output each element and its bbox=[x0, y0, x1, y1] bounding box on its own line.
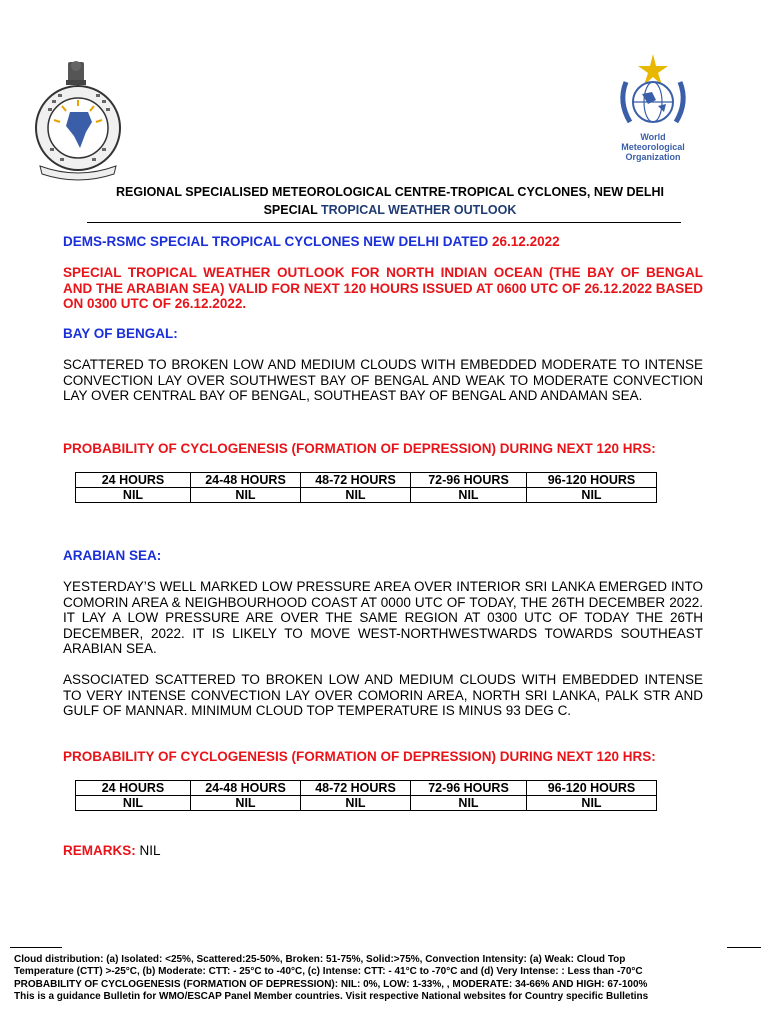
table-row bbox=[76, 796, 657, 811]
header-divider bbox=[87, 222, 681, 223]
wmo-logo bbox=[612, 52, 694, 170]
wmo-emblem-icon bbox=[612, 52, 694, 130]
table-cell: NIL bbox=[191, 796, 301, 811]
arabian-prob-table bbox=[75, 780, 657, 811]
header-subtitle: SPECIAL TROPICAL WEATHER OUTLOOK bbox=[263, 203, 517, 217]
footer-notes: Cloud distribution: (a) Isolated: <25%, Scattered:25-50%, Broken: 51-75%, Solid:>75%, Convection Intensity: (a) Weak: Cloud Top Temperature (CTT) >-25°C, (b) Moderate: CTT: - 25°C to -40°C, (c) Intense: CTT: - 41°C to -70°C and (d) Very Intense: : Less than -70°C PROBABILITY OF CYCLOGENESIS (FORMATION OF DEPRESSION): NIL: 0%, LOW: 1-33%, , MODERATE: 34-66% AND HIGH: 67-100% This is a guidance Bulletin for WMO/ESCAP Panel Member countries. Visit respective National websites for Country specific Bulletins bbox=[14, 954, 649, 1003]
table-header-cell: 96-120 HOURS bbox=[527, 781, 657, 796]
remarks: REMARKS: NIL bbox=[63, 843, 161, 858]
bay-prob-heading: PROBABILITY OF CYCLOGENESIS (FORMATION OF DEPRESSION) DURING NEXT 120 HRS: bbox=[63, 441, 656, 456]
header-title: REGIONAL SPECIALISED METEOROLOGICAL CENTRE-TROPICAL CYCLONES, NEW DELHI bbox=[116, 185, 664, 199]
table-header-cell: 72-96 HOURS bbox=[411, 473, 527, 488]
table-header-cell: 48-72 HOURS bbox=[301, 473, 411, 488]
bay-heading: BAY OF BENGAL: bbox=[63, 326, 178, 341]
dems-line: DEMS-RSMC SPECIAL TROPICAL CYCLONES NEW DELHI DATED 26.12.2022 bbox=[63, 234, 560, 249]
table-cell: NIL bbox=[301, 488, 411, 503]
table-cell: NIL bbox=[527, 796, 657, 811]
arabian-text-2: ASSOCIATED SCATTERED TO BROKEN LOW AND MEDIUM CLOUDS WITH EMBEDDED INTENSE TO VERY INTENSE CONVECTION LAY OVER COMORIN AREA, NORTH SRI LANKA, PALK STR AND GULF OF MANNAR. MINIMUM CLOUD TOP TEMPERATURE IS MINUS 93 DEG C. bbox=[63, 672, 703, 718]
imd-logo bbox=[30, 56, 126, 184]
table-header-cell: 96-120 HOURS bbox=[527, 473, 657, 488]
table-header-row bbox=[76, 781, 657, 796]
arabian-prob-heading: PROBABILITY OF CYCLOGENESIS (FORMATION OF DEPRESSION) DURING NEXT 120 HRS: bbox=[63, 749, 656, 764]
table-cell: NIL bbox=[301, 796, 411, 811]
table-header-cell: 72-96 HOURS bbox=[411, 781, 527, 796]
table-header-cell: 24 HOURS bbox=[76, 473, 191, 488]
table-cell: NIL bbox=[191, 488, 301, 503]
table-cell: NIL bbox=[76, 796, 191, 811]
table-row bbox=[76, 488, 657, 503]
footer-rule-right bbox=[727, 947, 761, 948]
footer-rule-left bbox=[10, 947, 62, 948]
table-cell: NIL bbox=[411, 796, 527, 811]
table-cell: NIL bbox=[76, 488, 191, 503]
bay-prob-table bbox=[75, 472, 657, 503]
table-header-cell: 24-48 HOURS bbox=[191, 781, 301, 796]
outlook-statement: SPECIAL TROPICAL WEATHER OUTLOOK FOR NORTH INDIAN OCEAN (THE BAY OF BENGAL AND THE ARABIAN SEA) VALID FOR NEXT 120 HOURS ISSUED AT 0600 UTC OF 26.12.2022 BASED ON 0300 UTC OF 26.12.2022. bbox=[63, 265, 703, 311]
bay-text: SCATTERED TO BROKEN LOW AND MEDIUM CLOUDS WITH EMBEDDED MODERATE TO INTENSE CONVECTION LAY OVER SOUTHWEST BAY OF BENGAL AND WEAK TO MODERATE CONVECTION LAY OVER CENTRAL BAY OF BENGAL, SOUTHEAST BAY OF BENGAL AND ANDAMAN SEA. bbox=[63, 357, 703, 403]
table-cell: NIL bbox=[527, 488, 657, 503]
arabian-text-1: YESTERDAY’S WELL MARKED LOW PRESSURE AREA OVER INTERIOR SRI LANKA EMERGED INTO COMORIN AREA & NEIGHBOURHOOD COAST AT 0000 UTC OF TODAY, THE 26TH DECEMBER 2022. IT LAY A LOW PRESSURE ARE OVER THE SAME REGION AT 0300 UTC OF TODAY THE 26TH DECEMBER, 2022. IT IS LIKELY TO MOVE WEST-NORTHWESTWARDS TOWARDS SOUTHEAST ARABIAN SEA. bbox=[63, 579, 703, 656]
table-header-cell: 48-72 HOURS bbox=[301, 781, 411, 796]
wmo-name: World Meteorological Organization bbox=[621, 132, 685, 162]
imd-emblem-icon bbox=[30, 56, 126, 184]
table-header-cell: 24 HOURS bbox=[76, 781, 191, 796]
arabian-heading: ARABIAN SEA: bbox=[63, 548, 162, 563]
table-cell: NIL bbox=[411, 488, 527, 503]
table-header-row bbox=[76, 473, 657, 488]
table-header-cell: 24-48 HOURS bbox=[191, 473, 301, 488]
